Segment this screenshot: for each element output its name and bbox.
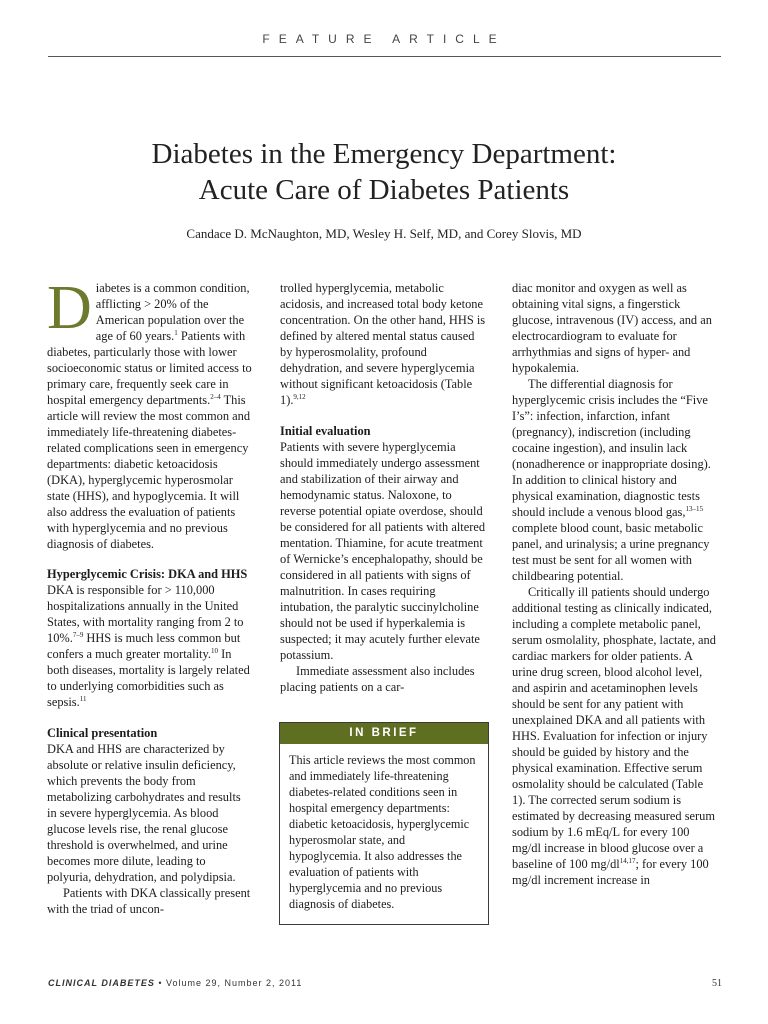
differential-paragraph [512,376,718,584]
title-line-2: Acute Care of Diabetes Patients [198,174,570,206]
ref-sup: 13–15 [685,505,703,513]
monitor-paragraph: diac monitor and oxygen as well as obtaining vital signs, a fingerstick glucose, intravenous (IV) access, and an electrocardiogram to evaluate for arrhythmias and signs of hyper- and hypokalemia. [512,281,712,375]
evaluation-paragraph: Patients with severe hyperglycemia should immediately undergo assessment and stabilization of their airway and hemodynamic status. Naloxone, to reverse potential opiate overdose, should be considered for all patients with altered mentation. Thiamine, for acute treatment of Wernicke’s encephalopathy, should be considered in all patients with signs of malnutrition. In cases requiring intubation, the paralytic succinylcholine should not be used if hyperkalemia is suspected; it may acutely further elevate potassium. [280,440,486,662]
column-3 [512,280,718,888]
authors: Candace D. McNaughton, MD, Wesley H. Self, MD, and Corey Slovis, MD [186,226,582,241]
triad-paragraph: Patients with DKA classically present with the triad of uncon- [47,886,251,916]
page-number: 51 [712,978,722,989]
ref-sup: 2–4 [210,393,221,401]
cont-text: trolled hyperglycemia, metabolic acidosis, and increased total body ketone concentration. On the other hand, HHS is defined by altered mental status caused by hyperosmolality, profound dehydration, and severe hyperglycemia without significant ketoacidosis (Table 1). [280,281,486,407]
ref-sup: 9,12 [293,393,306,401]
hyperglycemic-paragraph [47,582,253,710]
ref-sup: 1 [174,329,178,337]
intro-text-c: This article will review the most common and immediately life-threatening diabetes-related complications seen in emergency departments: diabetic ketoacidosis (DKA), hyperglycemic hyperosmolar state (HHS), and hypoglycemia. It will also address the evaluation of patients with hyperglycemia and no previous diagnosis of diabetes. [47,393,251,551]
section-heading-initial-evaluation: Initial evaluation [280,424,371,438]
section-heading-clinical-presentation: Clinical presentation [47,726,158,740]
crit-text-b: ; for every 100 mg/dl increment increase in [512,857,709,887]
article-title [0,136,768,208]
header-label: FEATURE ARTICLE [262,32,506,46]
intro-text-a: iabetes is a common condition, afflicting > 20% of the American population over the age of 60 years. [95,281,250,343]
hyper-text-a: DKA is responsible for > 110,000 hospitalizations annually in the United States, with mortality ranging from 2 to 10%. [47,583,244,645]
column-2 [280,280,486,695]
intro-paragraph [47,274,253,552]
in-brief-box [279,722,489,925]
intro-text-b: Patients with diabetes, particularly those with lower socioeconomic status or limited access to primary care, frequently seek care in hospital emergency departments. [47,329,252,407]
header-rule [48,56,721,57]
title-line-1: Diabetes in the Emergency Department: [151,138,617,170]
in-brief-text: This article reviews the most common and immediately life-threatening diabetes-related conditions seen in hospital emergency departments: diabetic ketoacidosis, hyperglycemic hyperosmolar state, and hypoglycemia. It also addresses the evaluation of patients with hyperglycemia and no previous diagnosis of diabetes. [289,753,476,911]
ref-sup: 7–9 [72,631,84,639]
drop-cap: D [47,274,92,342]
in-brief-heading: IN BRIEF [280,723,488,744]
column-1 [47,274,253,917]
clinical-paragraph: DKA and HHS are characterized by absolute or relative insulin deficiency, which prevents the body from metabolizing carbohydrates and results in severe hyperglycemia. As blood glucose levels rise, the renal glucose threshold is overwhelmed, and urine becomes more dilute, leading to polyuria, dehydration, and polydipsia. [47,742,241,884]
issue-info: • Volume 29, Number 2, 2011 [154,978,303,988]
diff-text-a: The differential diagnosis for hyperglycemic crisis includes the “Five I’s”: infection, infarction, infant (pregnancy), indiscretion (including cocaine ingestion), and insulin lack (nonadherence or inappropriate dosing). In addition to clinical history and physical examination, diagnostic tests should include a venous blood gas, [512,377,711,519]
critically-ill-paragraph [512,584,718,888]
journal-name: CLINICAL DIABETES [48,978,155,988]
section-heading-hyperglycemic-crisis: Hyperglycemic Crisis: DKA and HHS [47,567,248,581]
continuation-paragraph [280,280,486,408]
ref-sup: 14,17 [619,857,636,865]
ref-sup: 10 [211,647,218,655]
hyper-text-b: HHS is much less common but confers a much greater mortality. [47,631,241,661]
footer-citation [48,978,302,988]
crit-text-a: Critically ill patients should undergo additional testing as clinically indicated, including a complete metabolic panel, serum osmolality, phosphate, lactate, and cardiac markers for older patients. A urine drug screen, blood alcohol level, and aspirin and acetaminophen levels should be sent for any patient with unexplained DKA and all patients with HHS. Evaluation for infection or injury should be guided by history and the physical examination. Effective serum osmolality should be calculated (Table 1). The corrected serum sodium is estimated by decreasing measured serum sodium by 1.6 mEq/L for every 100 mg/dl increase in blood glucose over a baseline of 100 mg/dl [512,585,716,871]
ref-sup: 11 [79,695,87,703]
diff-text-b: complete blood count, basic metabolic panel, and urinalysis; a urine pregnancy test must be sent for all women with childbearing potential. [512,521,710,583]
immediate-assessment-paragraph: Immediate assessment also includes placing patients on a car- [280,664,475,694]
hyper-text-c: In both diseases, mortality is largely related to underlying comorbidities such as sepsis. [47,647,250,709]
